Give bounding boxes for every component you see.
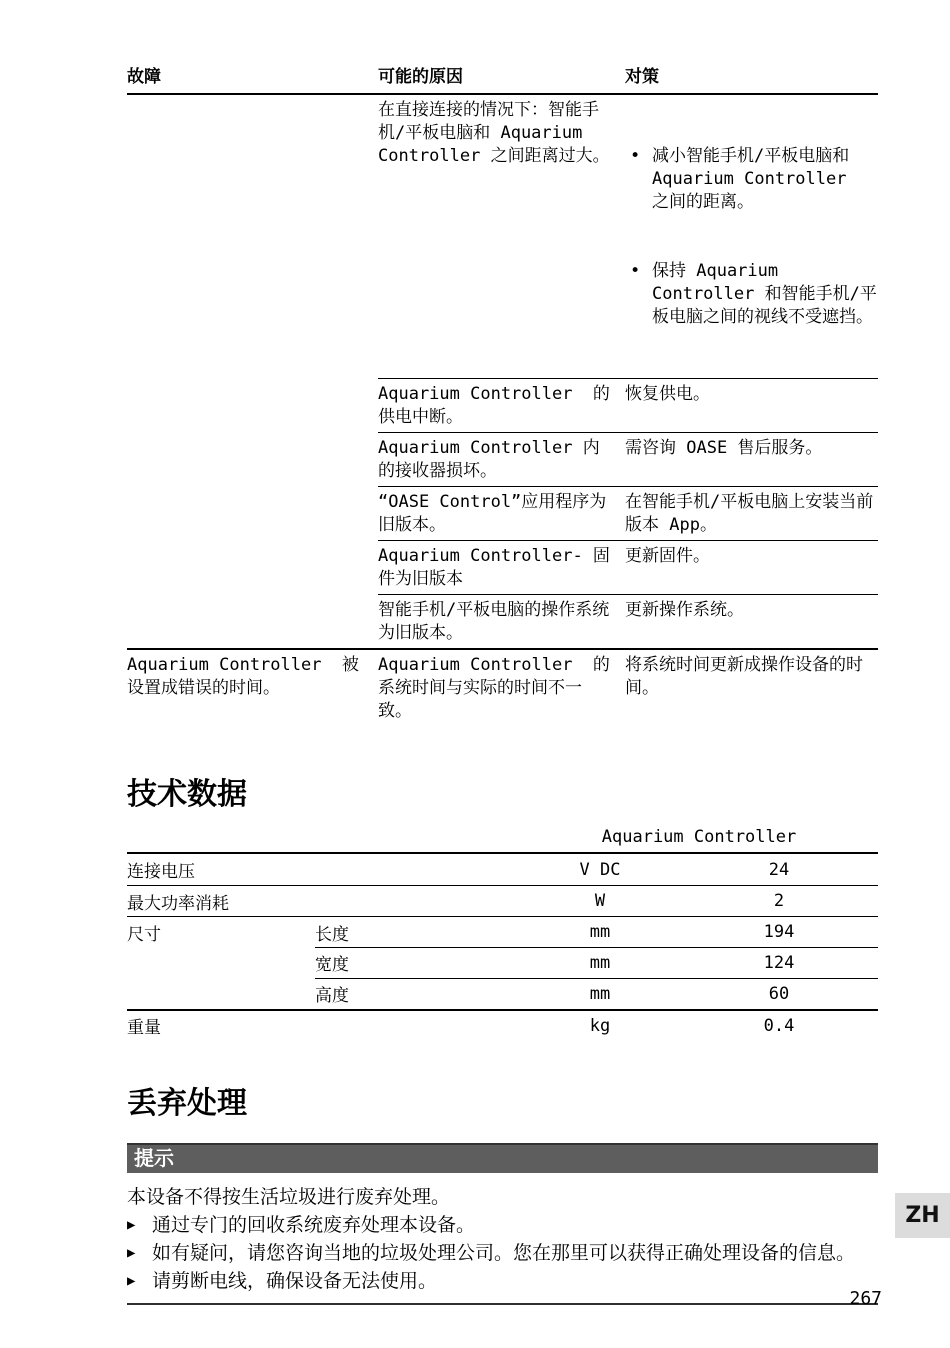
disposal-intro-text: 本设备不得按生活垃圾进行废弃处理。 [127, 1186, 451, 1208]
spec-unit: W [594, 891, 606, 911]
section-heading-technical-data: 技术数据 [127, 777, 247, 812]
table-row [127, 947, 878, 978]
column-header-cause: 可能的原因 [378, 67, 463, 87]
remedy-cell: 在智能手机/平板电脑上安装当前版本 App。 [625, 492, 874, 535]
table-row [127, 1009, 878, 1040]
list-item [127, 1267, 878, 1295]
remedy-cell: 将系统时间更新成操作设备的时间。 [625, 655, 863, 698]
spec-unit: mm [589, 952, 611, 973]
spec-unit: mm [589, 922, 611, 942]
arrow-bullet-icon: ▶ [127, 1273, 136, 1289]
column-header-fault: 故障 [127, 67, 161, 87]
section-heading-disposal: 丢弃处理 [127, 1086, 247, 1121]
table-row [378, 378, 878, 432]
remedy-cell: 需咨询 OASE 售后服务。 [625, 438, 823, 458]
list-item [625, 260, 878, 329]
product-header-row [127, 826, 878, 854]
remedy-cell: 更新固件。 [625, 546, 710, 566]
troubleshooting-table [127, 66, 878, 726]
disposal-instruction: 请剪断电线，确保设备无法使用。 [152, 1270, 438, 1292]
list-item [127, 1211, 878, 1239]
spec-sublabel: 宽度 [315, 955, 349, 975]
table-row [378, 594, 878, 648]
arrow-bullet-icon: ▶ [127, 1217, 136, 1233]
spec-label: 重量 [127, 1018, 161, 1038]
arrow-bullet-icon: ▶ [127, 1245, 136, 1261]
technical-data-table [127, 826, 878, 1040]
bullet-icon: • [630, 146, 641, 166]
spec-value: 60 [768, 983, 790, 1004]
table-row [378, 432, 878, 486]
remedy-text: 保持 Aquarium Controller 和智能手机/平板电脑之间的视线不受遮挡。 [652, 261, 877, 327]
table-row [127, 854, 878, 885]
spec-unit: V DC [579, 859, 621, 880]
table-row [378, 486, 878, 540]
fault-group [127, 95, 878, 648]
spec-unit: mm [589, 983, 611, 1004]
cause-cell: 在直接连接的情况下：智能手机/平板电脑和 Aquarium Controller 之间距离过大。 [378, 100, 610, 166]
table-row [127, 978, 878, 1009]
spec-value: 194 [763, 922, 795, 942]
spec-label: 最大功率消耗 [127, 893, 229, 914]
table-row [378, 540, 878, 594]
table-row [127, 648, 878, 726]
fault-cell: Aquarium Controller 被设置成错误的时间。 [127, 655, 359, 698]
remedy-cell: 恢复供电。 [625, 384, 710, 404]
remedy-text: 减小智能手机/平板电脑和 Aquarium Controller 之间的距离。 [652, 146, 867, 212]
spec-value: 2 [773, 891, 785, 911]
spec-sublabel: 高度 [315, 986, 349, 1006]
page-number: 267 [849, 1288, 882, 1309]
remedy-cell: 更新操作系统。 [625, 600, 744, 620]
column-header-remedy: 对策 [625, 67, 659, 87]
bullet-icon: • [630, 261, 641, 281]
cause-cell: Aquarium Controller- 固件为旧版本 [378, 546, 610, 589]
section-divider [127, 1303, 878, 1305]
disposal-instruction: 如有疑问，请您咨询当地的垃圾处理公司。您在那里可以获得正确处理设备的信息。 [152, 1242, 856, 1264]
cause-cell: “OASE Control”应用程序为旧版本。 [378, 492, 607, 535]
cause-cell: 智能手机/平板电脑的操作系统为旧版本。 [378, 600, 610, 643]
spec-value: 24 [768, 859, 790, 880]
spec-label: 连接电压 [127, 862, 195, 882]
table-row [127, 885, 878, 916]
cause-remedy-rows [378, 95, 878, 648]
disposal-instruction: 通过专门的回收系统废弃处理本设备。 [152, 1214, 476, 1236]
cause-cell: Aquarium Controller 的供电中断。 [378, 384, 610, 427]
fault-cell [127, 95, 378, 648]
product-name: Aquarium Controller [601, 827, 797, 847]
cause-cell: Aquarium Controller 的系统时间与实际的时间不一致。 [378, 655, 610, 721]
note-banner: 提示 [127, 1143, 878, 1173]
list-item [625, 145, 878, 214]
disposal-body [127, 1183, 878, 1305]
page-content [127, 66, 878, 1305]
spec-value: 124 [763, 952, 795, 973]
spec-label: 尺寸 [127, 924, 161, 945]
troubleshooting-header-row [127, 66, 878, 95]
language-tab: ZH [895, 1193, 950, 1238]
spec-unit: kg [589, 1015, 611, 1036]
spec-sublabel: 长度 [315, 924, 349, 945]
remedy-cell [625, 99, 878, 375]
spec-value: 0.4 [763, 1015, 795, 1036]
cause-cell: Aquarium Controller 内的接收器损坏。 [378, 438, 600, 481]
table-row [127, 916, 878, 947]
table-row [378, 95, 878, 378]
list-item [127, 1239, 878, 1267]
